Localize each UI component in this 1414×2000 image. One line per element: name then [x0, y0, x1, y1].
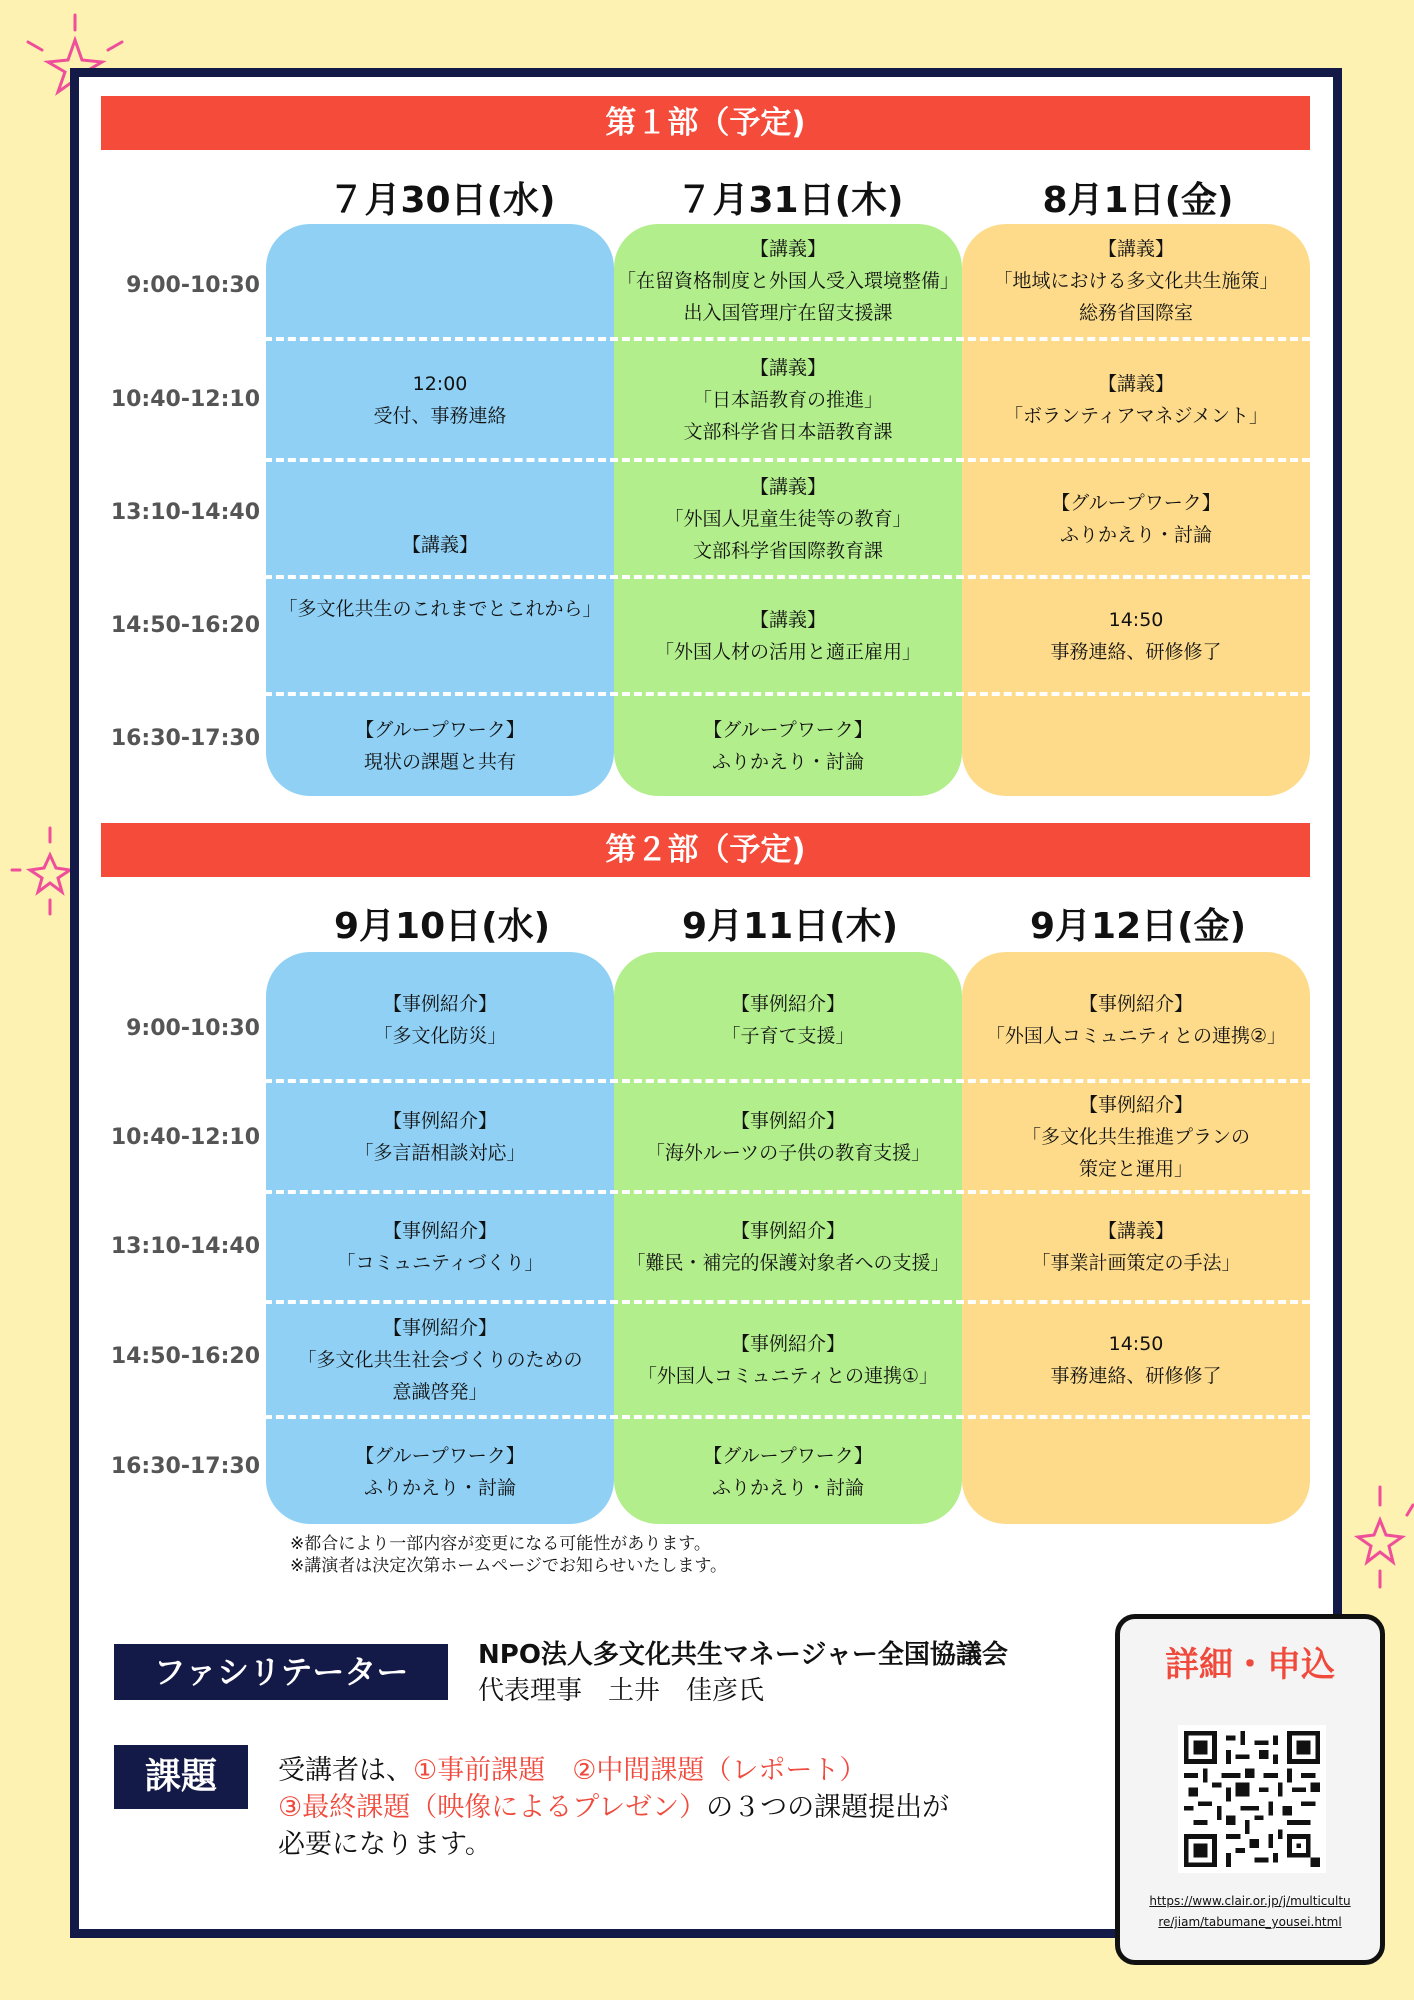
- time-slot: 10:40-12:10: [110, 1125, 260, 1150]
- time-slot: 13:10-14:40: [110, 500, 260, 525]
- note-text: ※講演者は決定次第ホームページでお知らせいたします。: [290, 1556, 728, 1576]
- url-line: re/jiam/tabumane_yousei.html: [1158, 1915, 1342, 1929]
- cell-line: 「事業計画策定の手法」: [1031, 1252, 1241, 1274]
- schedule-cell: [614, 1419, 962, 1524]
- schedule-cell: [614, 341, 962, 458]
- cell-line: 「多文化共生のこれまでとこれから」: [278, 598, 602, 620]
- schedule-cell: [614, 696, 962, 796]
- apply-title: 詳細・申込: [1165, 1645, 1335, 1685]
- cell-line: 【事例紹介】: [730, 1220, 845, 1242]
- cell-line: 文部科学省国際教育課: [692, 539, 883, 562]
- section2-title: 第２部（予定): [101, 823, 1310, 877]
- qr-code-icon[interactable]: [1178, 1725, 1326, 1873]
- time-slot: 13:10-14:40: [110, 1234, 260, 1259]
- empty-slot: [266, 224, 614, 337]
- assignment-text-end: 必要になります。: [278, 1829, 492, 1860]
- cell-line: 【事例紹介】: [382, 992, 497, 1015]
- facilitator-info: [478, 1637, 1008, 1709]
- schedule-cell: [614, 960, 962, 1079]
- cell-line: 【講義】: [1097, 237, 1174, 260]
- cell-line: 事務連絡、研修修了: [1050, 1364, 1222, 1387]
- schedule-cell: [266, 960, 614, 1079]
- assignment-highlight: ①事前課題 ②中間課題（レポート）: [413, 1755, 867, 1786]
- schedule-cell: [614, 224, 962, 337]
- cell-line: 【講義】: [401, 534, 478, 556]
- schedule-cell: [266, 1419, 614, 1524]
- schedule-cell: [266, 341, 614, 458]
- cell-line: 現状の課題と共有: [363, 751, 516, 773]
- cell-line: 【講義】: [749, 356, 826, 379]
- note-text: ※都合により一部内容が変更になる可能性があります。: [290, 1534, 711, 1554]
- cell-line: 14:50: [1108, 1332, 1164, 1355]
- cell-line: 【事例紹介】: [730, 992, 845, 1015]
- schedule-cell: [266, 1083, 614, 1190]
- day-header: ７月31日(木): [676, 180, 904, 221]
- cell-line: ふりかえり・討論: [363, 1476, 516, 1499]
- cell-line: 出入国管理庁在留支援課: [683, 301, 893, 324]
- assignment-text: [278, 1752, 949, 1863]
- cell-line: ふりかえり・討論: [711, 751, 864, 773]
- cell-line: 「外国人材の活用と適正雇用」: [654, 640, 921, 663]
- schedule-cell: [614, 462, 962, 575]
- day-header: 8月1日(金): [1042, 180, 1234, 221]
- schedule-cell: [962, 960, 1310, 1079]
- cell-line: 策定と運用」: [1078, 1157, 1193, 1180]
- cell-line: 【グループワーク】: [703, 719, 873, 741]
- sparkle-icon: [1335, 1475, 1414, 1595]
- section1-title: 第１部（予定): [101, 96, 1310, 150]
- schedule-cell: [614, 1194, 962, 1300]
- schedule-cell: [266, 696, 614, 796]
- schedule-cell: [614, 579, 962, 692]
- cell-line: 【グループワーク】: [355, 719, 525, 741]
- time-slot: 10:40-12:10: [110, 387, 260, 412]
- cell-line: 【講義】: [1097, 372, 1174, 395]
- cell-line: 【グループワーク】: [703, 1444, 873, 1467]
- cell-line: 「難民・補完的保護対象者への支援」: [626, 1252, 950, 1274]
- time-slot: 9:00-10:30: [126, 273, 260, 298]
- time-slot: 9:00-10:30: [126, 1016, 260, 1041]
- apply-url-link[interactable]: [1130, 1891, 1370, 1933]
- cell-line: 「外国人コミュニティとの連携②」: [985, 1024, 1287, 1047]
- cell-line: 【事例紹介】: [730, 1332, 845, 1355]
- cell-line: 【グループワーク】: [355, 1444, 525, 1467]
- cell-line: 【事例紹介】: [382, 1220, 497, 1242]
- schedule-cell: [266, 1304, 614, 1415]
- cell-line: 「外国人コミュニティとの連携①」: [637, 1364, 939, 1387]
- schedule-cell: [614, 1083, 962, 1190]
- cell-line: 「多文化共生推進プランの: [1021, 1125, 1250, 1148]
- cell-line: 「コミュニティづくり」: [336, 1252, 544, 1274]
- time-slot: 16:30-17:30: [110, 726, 260, 751]
- assignment-highlight: ③最終課題（映像によるプレゼン）: [278, 1792, 707, 1823]
- cell-line: 事務連絡、研修修了: [1050, 640, 1222, 663]
- cell-line: 「地域における多文化共生施策」: [993, 269, 1279, 292]
- url-line: https://www.clair.or.jp/j/multicultu: [1149, 1894, 1351, 1908]
- cell-line: 【事例紹介】: [1078, 1093, 1193, 1116]
- cell-line: 「日本語教育の推進」: [692, 388, 883, 411]
- cell-line: 「在留資格制度と外国人受入環境整備」: [616, 269, 959, 292]
- assignment-label: 課題: [114, 1745, 248, 1809]
- schedule-cell: [266, 1194, 614, 1300]
- cell-line: 「ボランティアマネジメント」: [1004, 404, 1268, 427]
- schedule-cell: [962, 462, 1310, 575]
- time-slot: 16:30-17:30: [110, 1454, 260, 1479]
- facilitator-org: NPO法人多文化共生マネージャー全国協議会: [478, 1640, 1008, 1670]
- day-header: 9月11日(木): [681, 906, 899, 947]
- cell-line: 【事例紹介】: [382, 1316, 497, 1339]
- facilitator-person: 代表理事 土井 佳彦氏: [478, 1676, 765, 1706]
- day-header: ７月30日(水): [328, 180, 556, 221]
- schedule-cell: [962, 1304, 1310, 1415]
- schedule-cell: [962, 1194, 1310, 1300]
- cell-line: 「外国人児童生徒等の教育」: [664, 507, 912, 530]
- assignment-text-suffix: の３つの課題提出が: [706, 1792, 950, 1823]
- cell-line: ふりかえり・討論: [711, 1476, 864, 1499]
- cell-line: 文部科学省日本語教育課: [683, 420, 893, 443]
- cell-line: 「多文化共生社会づくりのための: [297, 1348, 583, 1371]
- cell-line: 意識啓発」: [392, 1380, 488, 1403]
- cell-line: 【事例紹介】: [1078, 992, 1193, 1015]
- schedule-cell: [614, 1304, 962, 1415]
- cell-line: 「子育て支援」: [721, 1024, 855, 1047]
- time-slot: 14:50-16:20: [110, 1344, 260, 1369]
- cell-line: 「多文化防災」: [373, 1024, 507, 1047]
- time-slot: 14:50-16:20: [110, 613, 260, 638]
- facilitator-label: ファシリテーター: [114, 1644, 448, 1700]
- cell-line: 【事例紹介】: [730, 1109, 845, 1132]
- apply-info-box: [1115, 1614, 1385, 1965]
- cell-line: 12:00: [412, 372, 468, 395]
- day-header: 9月10日(水): [333, 906, 551, 947]
- cell-line: 【グループワーク】: [1051, 491, 1221, 514]
- schedule-cell: [266, 462, 614, 692]
- assignment-text-prefix: 受講者は、: [278, 1755, 413, 1786]
- cell-line: 14:50: [1108, 608, 1164, 631]
- cell-line: ふりかえり・討論: [1059, 523, 1212, 546]
- cell-line: 受付、事務連絡: [373, 404, 507, 427]
- cell-line: 「海外ルーツの子供の教育支援」: [645, 1141, 931, 1164]
- cell-line: 【講義】: [749, 608, 826, 631]
- schedule-cell: [962, 579, 1310, 692]
- schedule-cell: [962, 341, 1310, 458]
- cell-line: 総務省国際室: [1078, 301, 1193, 324]
- schedule-cell: [962, 1083, 1310, 1190]
- cell-line: 【講義】: [1097, 1220, 1174, 1242]
- cell-line: 「多言語相談対応」: [354, 1141, 526, 1164]
- cell-line: 【講義】: [749, 237, 826, 260]
- schedule-cell: [962, 224, 1310, 337]
- day-header: 9月12日(金): [1029, 906, 1247, 947]
- cell-line: 【事例紹介】: [382, 1109, 497, 1132]
- cell-line: 【講義】: [749, 475, 826, 498]
